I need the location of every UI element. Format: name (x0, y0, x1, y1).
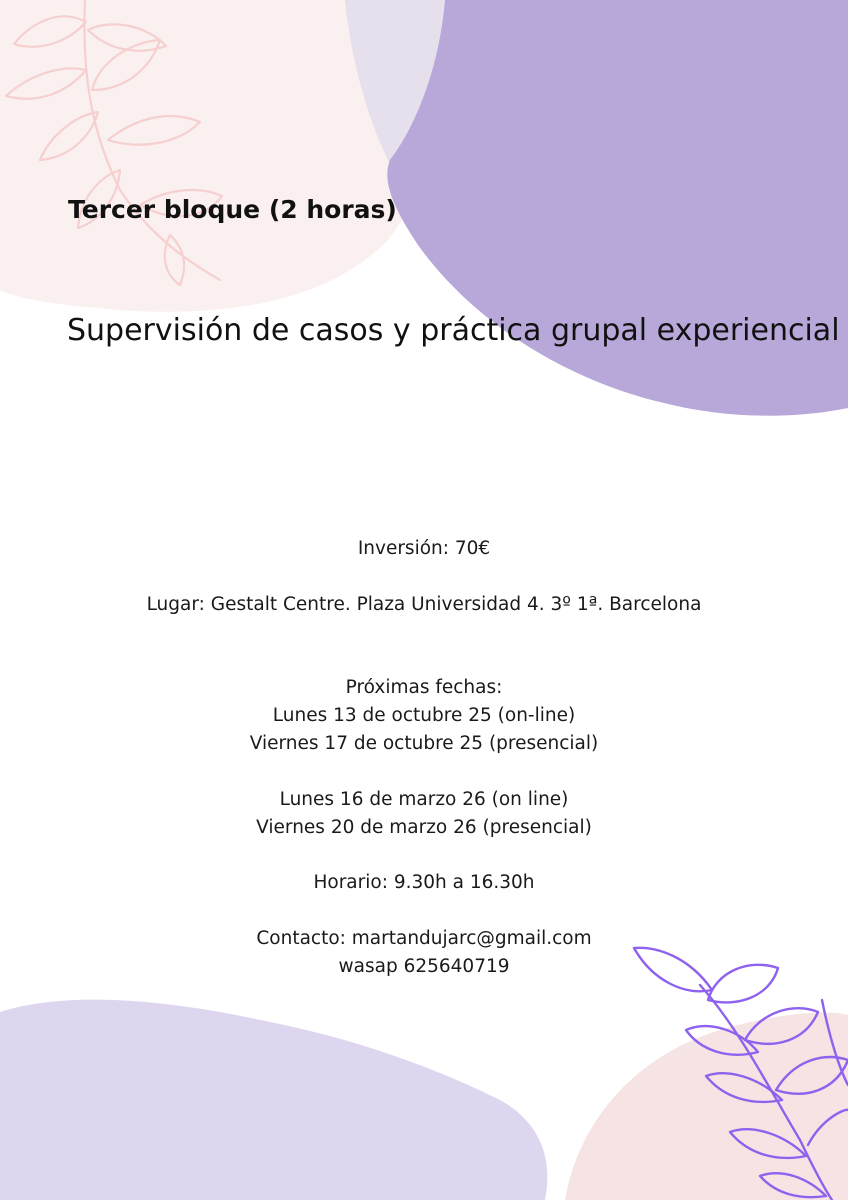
block-title: Tercer bloque (2 horas) (68, 195, 397, 224)
contact-phone[interactable]: wasap 625640719 (338, 956, 510, 977)
investment-text: Inversión: 70€ (357, 538, 491, 559)
date-item: Viernes 17 de octubre 25 (presencial) (249, 733, 599, 754)
schedule-text: Horario: 9.30h a 16.30h (313, 872, 535, 893)
date-item: Lunes 13 de octubre 25 (on-line) (272, 705, 576, 726)
location-text: Lugar: Gestalt Centre. Plaza Universidad 4. 3º 1ª. Barcelona (146, 594, 702, 615)
dates-section (0, 674, 848, 758)
contact-info (0, 925, 848, 981)
schedule-info (0, 869, 848, 897)
block-subtitle: Supervisión de casos y práctica grupal experiencial (67, 313, 840, 348)
location-info (0, 591, 848, 619)
purple-blob-bottom-left (0, 1000, 547, 1200)
date-item: Lunes 16 de marzo 26 (on line) (279, 789, 569, 810)
dates-label: Próximas fechas: (345, 677, 503, 698)
blush-blob-bottom-right (565, 1013, 848, 1200)
date-item: Viernes 20 de marzo 26 (presencial) (256, 817, 592, 838)
contact-email[interactable]: Contacto: martandujarc@gmail.com (256, 928, 592, 949)
investment-info (0, 535, 848, 563)
purple-blob-top-right (387, 0, 848, 416)
dates-section-spring (0, 786, 848, 842)
